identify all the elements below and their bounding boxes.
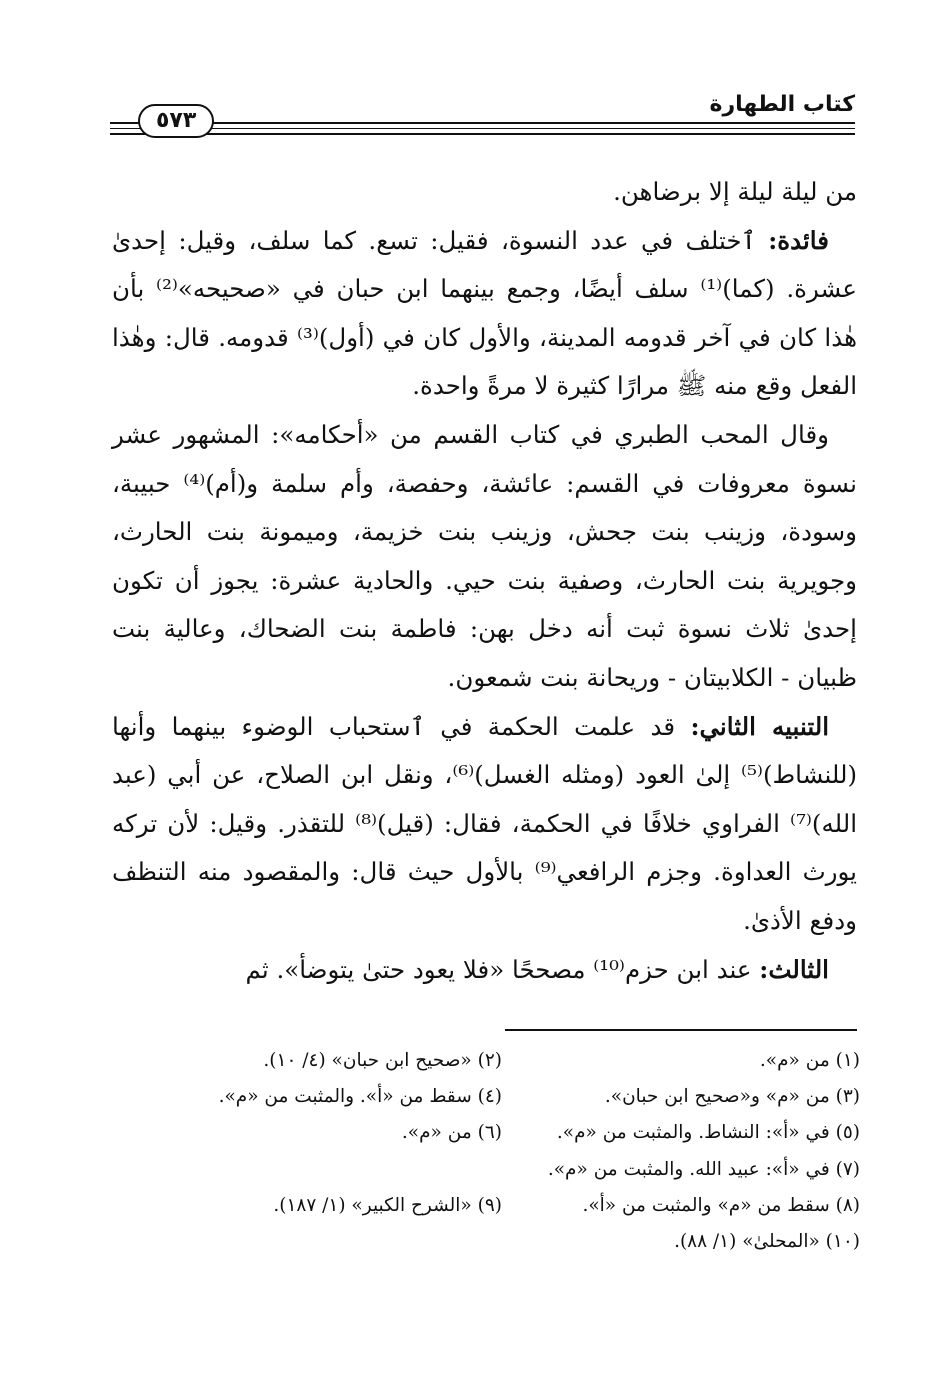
footnote: (٥) في «أ»: النشاط. والمثبت من «م». [556,1122,860,1144]
footnote: (٤) سقط من «أ». والمثبت من «م». [218,1086,502,1108]
paragraph [112,411,857,703]
paragraph-label: الثالث: [759,954,829,984]
book-title: كتاب الطهارة [709,92,855,117]
footnote-row [150,1115,860,1151]
header-rule-middle [110,128,855,129]
footnote [150,1224,502,1260]
footnote: (٢) «صحيح ابن حبان» (٤/ ١٠). [263,1050,502,1071]
header-rule-top [110,122,855,124]
paragraph-text: عند ابن حزم⁽¹⁰⁾ مصححًا «فلا يعود حتىٰ يتوضأ». ثم [245,954,760,984]
paragraph-faida [112,217,857,411]
paragraph-text: قد علمت الحكمة في ٱستحباب الوضوء بينهما وأنها (للنشاط)⁽⁵⁾ إلىٰ العود (ومثله الغسل)⁽⁶⁾، ونقل ابن الصلاح، عن أبي (عبد الله)⁽⁷⁾ الفراوي خلافًا في الحكمة، فقال: (قيل)⁽⁸⁾ للتقذر. وقيل: لأن تركه يورث العداوة. وجزم الرافعي⁽⁹⁾ بالأول حيث قال: والمقصود منه التنظف ودفع الأذىٰ. [112,711,858,935]
paragraph-second-note [112,703,857,946]
footnote-row [150,1079,860,1115]
footnote-separator [505,1029,857,1031]
page-header [110,92,855,144]
footnote [150,1152,502,1188]
paragraph-text: ٱختلف في عدد النسوة، فقيل: تسع. كما سلف، وقيل: إحدىٰ عشرة. (كما)⁽¹⁾ سلف أيضًا، وجمع بينهما ابن حبان في «صحيحه»⁽²⁾ بأن هٰذا كان في آخر قدومه المدينة، والأول كان في (أول)⁽³⁾ قدومه. قال: وهٰذا الفعل وقع منه ﷺ مرارًا كثيرة لا مرةً واحدة. [112,225,857,401]
footnote-row [150,1188,860,1224]
footnote-row [150,1043,860,1079]
paragraph-label: فائدة: [768,225,829,255]
footnote: (٩) «الشرح الكبير» (١/ ١٨٧). [273,1194,502,1216]
main-text [112,168,857,994]
paragraph [112,168,857,217]
paragraph-text: من ليلة ليلة إلا برضاهن. [613,177,857,206]
paragraph-label: التنبيه الثاني: [690,711,830,741]
paragraph-third-note [112,946,857,995]
footnote-row [150,1224,860,1260]
footnote: (٣) من «م» و«صحيح ابن حبان». [604,1086,860,1108]
footnotes [150,1043,860,1260]
footnote: (١) من «م». [759,1050,860,1071]
page-number: ٥٧٣ [138,104,214,138]
footnote-row [150,1152,860,1188]
paragraph-text: وقال المحب الطبري في كتاب القسم من «أحكامه»: المشهور عشر نسوة معروفات في القسم: عائشة، وحفصة، وأم سلمة و(أم)⁽⁴⁾ حبيبة، وسودة، وزينب بنت جحش، وزينب بنت خزيمة، وميمونة بنت الحارث، وجويرية بنت الحارث، وصفية بنت حيي. والحادية عشرة: يجوز أن تكون إحدىٰ ثلاث نسوة ثبت أنه دخل بهن: فاطمة بنت الضحاك، وعالية بنت ظبيان - الكلابيتان - وريحانة بنت شمعون. [112,419,857,692]
footnote: (٧) في «أ»: عبيد الله. والمثبت من «م». [547,1158,860,1180]
header-rule-bottom [110,133,855,135]
footnote: (٦) من «م». [401,1122,502,1144]
footnote: (٨) سقط من «م» والمثبت من «أ». [582,1194,860,1216]
footnote: (١٠) «المحلىٰ» (١/ ٨٨). [674,1230,860,1252]
